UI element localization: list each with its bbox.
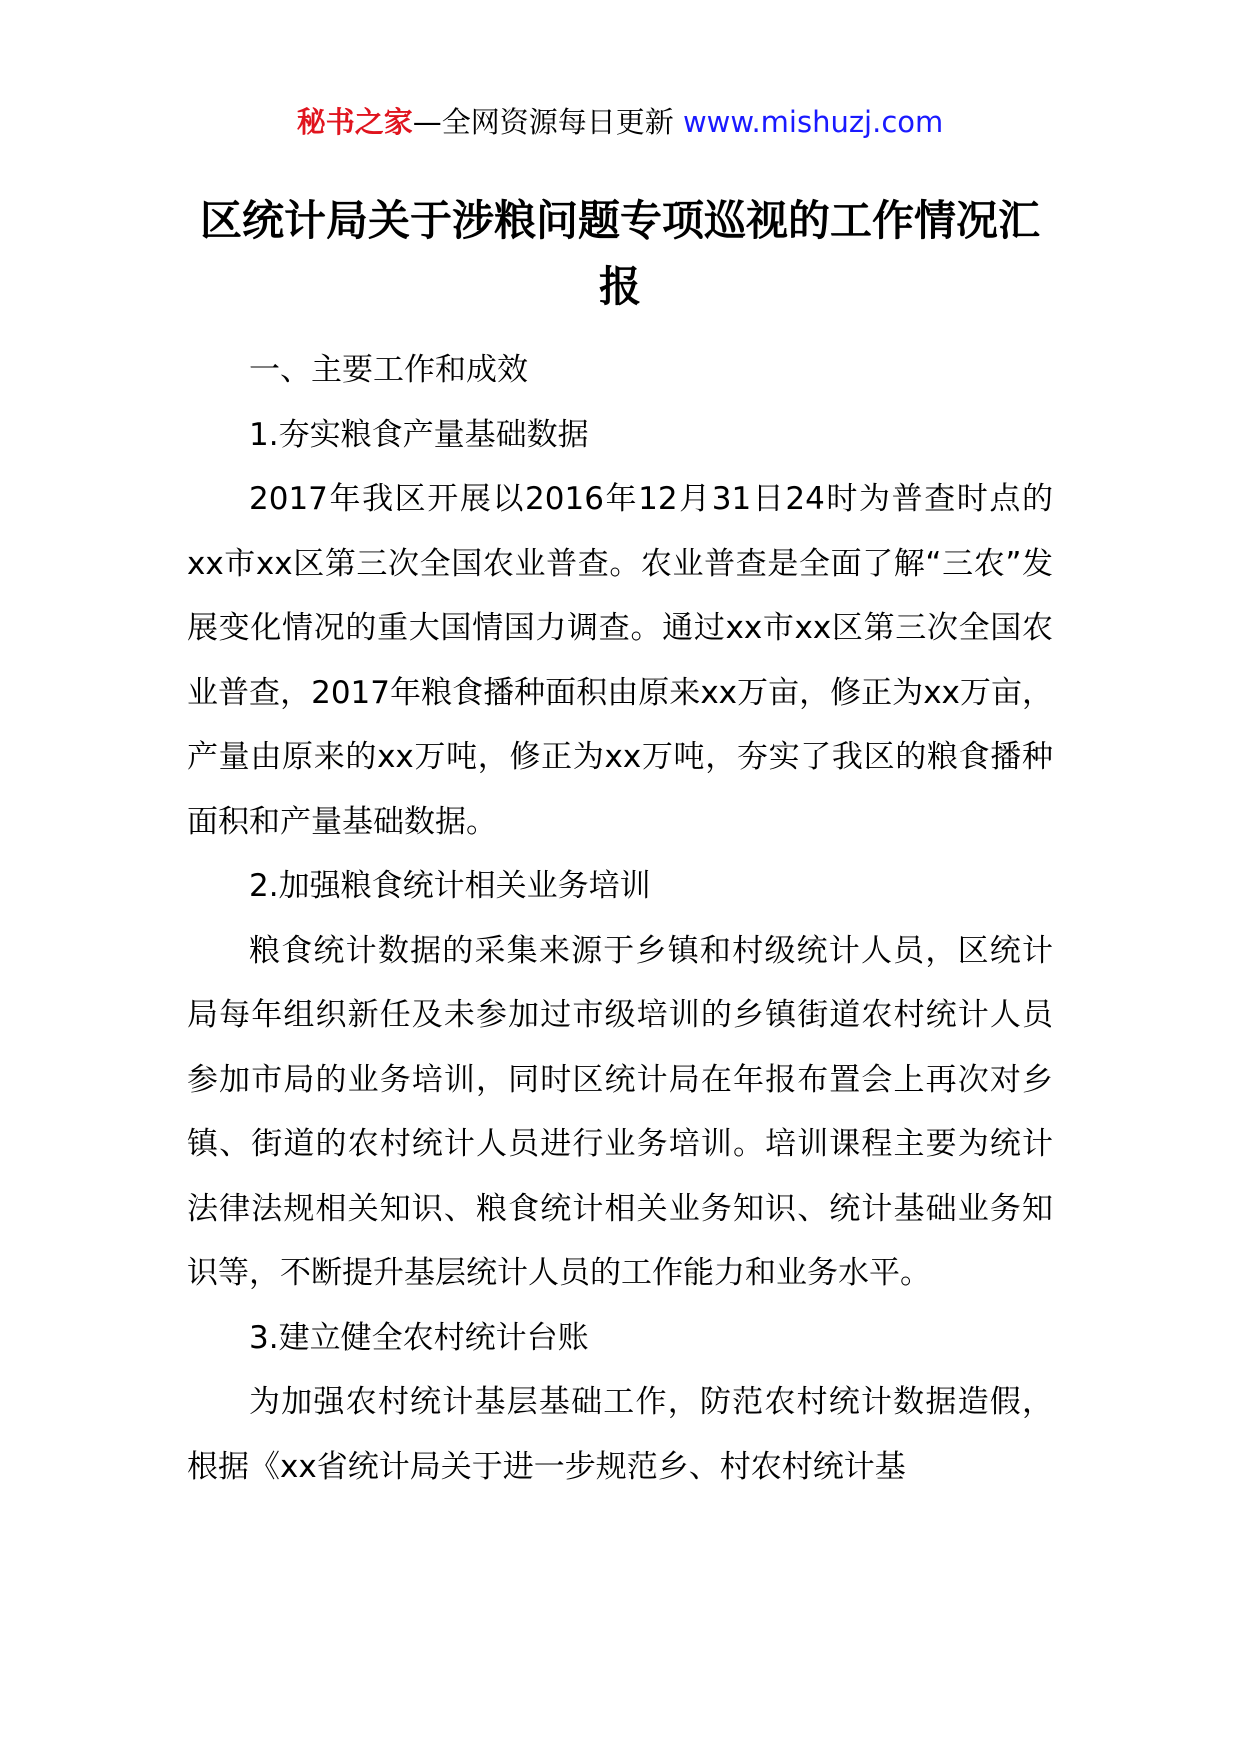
site-header (0, 100, 1240, 144)
document-title: 区统计局关于涉粮问题专项巡视的工作情况汇报 (199, 196, 1040, 311)
section-heading: 一、主要工作和成效 (249, 352, 528, 388)
body-paragraph: 为加强农村统计基层基础工作，防范农村统计数据造假，根据《xx省统计局关于进一步规范乡、村农村统计基 (187, 1384, 1053, 1485)
site-url[interactable]: www.mishuzj.com (682, 105, 944, 139)
site-tagline: —全网资源每日更新 (412, 105, 674, 139)
body-paragraph: 2017年我区开展以2016年12月31日24时为普查时点的xx市xx区第三次全国农业普查。农业普查是全面了解“三农”发展变化情况的重大国情国力调查。通过xx市xx区第三次全国农业普查，2017年粮食播种面积由原来xx万亩，修正为xx万亩，产量由原来的xx万吨，修正为xx万吨，夯实了我区的粮食播种面积和产量基础数据。 (187, 481, 1053, 840)
brand-name: 秘书之家 (296, 105, 413, 139)
subsection-heading: 1.夯实粮食产量基础数据 (249, 416, 589, 453)
body-paragraph: 粮食统计数据的采集来源于乡镇和村级统计人员，区统计局每年组织新任及未参加过市级培训的乡镇街道农村统计人员参加市局的业务培训，同时区统计局在年报布置会上再次对乡镇、街道的农村统计人员进行业务培训。培训课程主要为统计法律法规相关知识、粮食统计相关业务知识、统计基础业务知识等，不断提升基层统计人员的工作能力和业务水平。 (187, 932, 1053, 1291)
subsection-heading: 2.加强粮食统计相关业务培训 (249, 868, 651, 904)
document-body (187, 338, 1053, 1499)
subsection-heading: 3.建立健全农村统计台账 (249, 1319, 589, 1356)
